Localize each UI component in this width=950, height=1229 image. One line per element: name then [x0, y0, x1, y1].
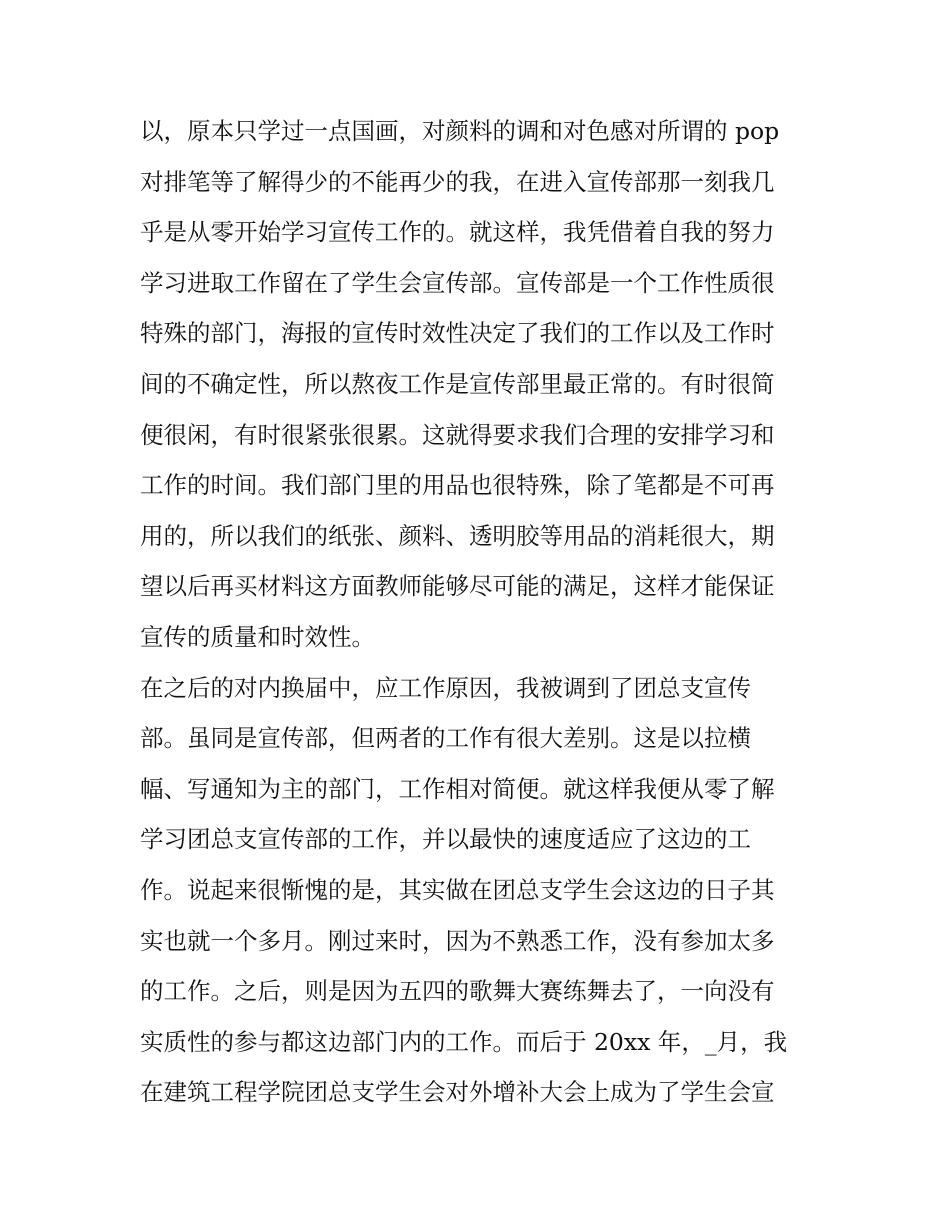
text-line: 学习进取工作留在了学生会宣传部。宣传部是一个工作性质很 — [140, 268, 775, 297]
text-line: 对排笔等了解得少的不能再少的我，在进入宣传部那一刻我几 — [140, 167, 775, 196]
text-line: 的工作。之后，则是因为五四的歌舞大赛练舞去了，一向没有 — [140, 977, 775, 1006]
text-line: 幅、写通知为主的部门，工作相对简便。就这样我便从零了解 — [140, 774, 775, 803]
text-line: 部。虽同是宣传部，但两者的工作有很大差别。这是以拉横 — [140, 724, 751, 753]
text-line: 工作的时间。我们部门里的用品也很特殊，除了笔都是不可再 — [140, 471, 775, 500]
text-line: 用的，所以我们的纸张、颜料、透明胶等用品的消耗很大，期 — [140, 521, 775, 550]
text-line: 便很闲，有时很紧张很累。这就得要求我们合理的安排学习和 — [140, 420, 775, 449]
text-line: 特殊的部门，海报的宣传时效性决定了我们的工作以及工作时 — [140, 319, 775, 348]
text-line: 实质性的参与都这边部门内的工作。而后于 20xx 年，_月，我 — [140, 1027, 788, 1056]
text-line: 乎是从零开始学习宣传工作的。就这样，我凭借着自我的努力 — [140, 218, 775, 247]
text-line: 学习团总支宣传部的工作，并以最快的速度适应了这边的工 — [140, 825, 751, 854]
text-line: 宣传的质量和时效性。 — [140, 622, 375, 651]
body-text — [140, 106, 820, 1118]
text-line: 实也就一个多月。刚过来时，因为不熟悉工作，没有参加太多 — [140, 926, 775, 955]
text-line: 作。说起来很惭愧的是，其实做在团总支学生会这边的日子其 — [140, 875, 775, 904]
text-line: 在之后的对内换届中，应工作原因，我被调到了团总支宣传 — [140, 673, 751, 702]
text-line: 望以后再买材料这方面教师能够尽可能的满足，这样才能保证 — [140, 572, 775, 601]
text-line: 在建筑工程学院团总支学生会对外增补大会上成为了学生会宣 — [140, 1078, 775, 1107]
text-line: 间的不确定性，所以熬夜工作是宣传部里最正常的。有时很简 — [140, 369, 775, 398]
text-line: 以，原本只学过一点国画，对颜料的调和对色感对所谓的 pop — [140, 117, 780, 145]
